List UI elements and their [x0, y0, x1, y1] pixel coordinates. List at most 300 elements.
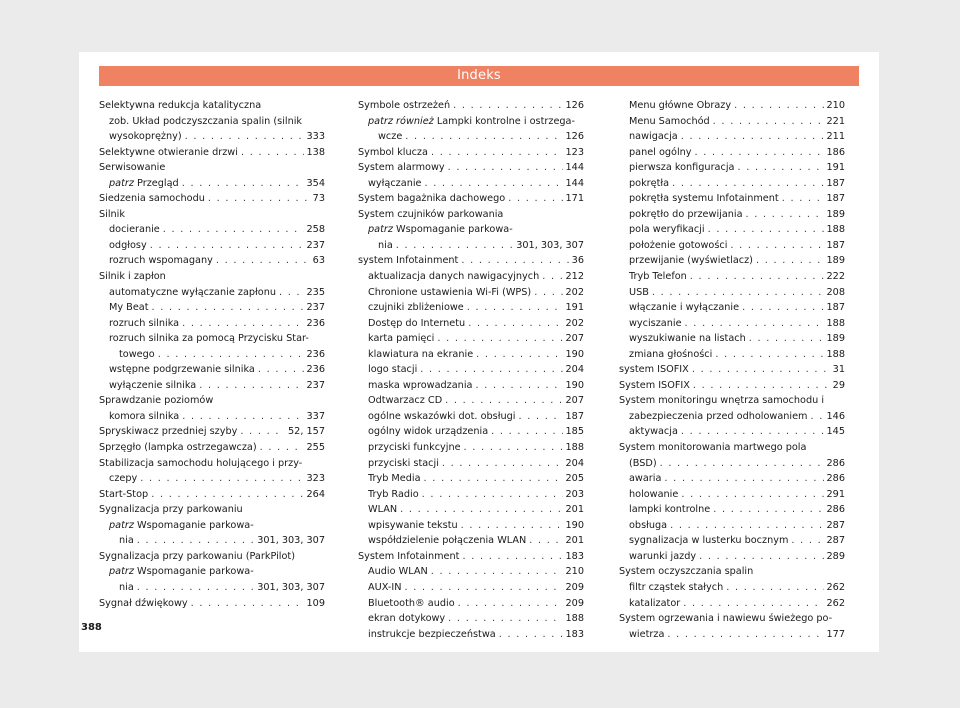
entry-page: 144 [565, 177, 584, 189]
index-entry [619, 160, 845, 176]
leader-dots [734, 98, 823, 114]
entry-page: 146 [826, 410, 845, 422]
leader-dots [681, 487, 823, 503]
index-entry [99, 424, 325, 440]
entry-text [368, 114, 575, 130]
entry-page: 187 [826, 193, 845, 205]
entry-text [99, 502, 243, 518]
leader-dots [708, 222, 824, 238]
entry-page: 286 [826, 457, 845, 469]
leader-dots [425, 176, 563, 192]
entry-page: 187 [826, 302, 845, 314]
leader-dots [508, 191, 562, 207]
index-entry [619, 316, 845, 332]
entry-page: 189 [826, 208, 845, 220]
index-entry [99, 160, 325, 176]
entry-text [368, 564, 428, 580]
entry-text [109, 316, 179, 332]
leader-dots [811, 409, 824, 425]
entry-page: 258 [306, 224, 325, 236]
index-entry [358, 300, 584, 316]
index-column-3 [619, 98, 845, 642]
entry-label: (BSD) [629, 457, 657, 469]
entry-page: 237 [306, 302, 325, 314]
entry-page: 287 [826, 535, 845, 547]
entry-text [629, 456, 657, 472]
entry-text [629, 518, 667, 534]
entry-text [368, 424, 488, 440]
entry-label: filtr cząstek stałych [629, 581, 724, 593]
entry-text [99, 160, 165, 176]
leader-dots [279, 285, 304, 301]
index-entry [358, 362, 584, 378]
entry-page: 188 [565, 613, 584, 625]
leader-dots [683, 596, 823, 612]
leader-dots [652, 285, 824, 301]
entry-label: nia [119, 581, 134, 593]
index-entry [619, 424, 845, 440]
entry-text [368, 222, 513, 238]
entry-label: aktualizacja danych nawigacyjnych [368, 271, 540, 283]
entry-page: 212 [565, 271, 584, 283]
entry-page: 323 [306, 473, 325, 485]
leader-dots [442, 456, 563, 472]
entry-text [358, 145, 428, 161]
entry-label: zabezpieczenia przed odholowaniem [629, 410, 808, 422]
index-entry [99, 564, 325, 595]
entry-label: towego [119, 348, 155, 360]
index-entry [99, 393, 325, 409]
entry-label: Przegląd [137, 177, 179, 189]
index-entry [358, 176, 584, 192]
entry-page: 189 [826, 333, 845, 345]
leader-dots [699, 549, 823, 565]
entry-text [629, 222, 705, 238]
entry-label: Tryb Telefon [629, 271, 687, 283]
entry-text [109, 222, 160, 238]
entry-text [629, 549, 696, 565]
index-entry [99, 176, 325, 192]
entry-text [619, 611, 832, 627]
leader-dots [404, 580, 562, 596]
leader-dots [681, 129, 824, 145]
index-entry [358, 518, 584, 534]
entry-page: 188 [826, 348, 845, 360]
entry-page: 301, 303, 307 [516, 239, 584, 251]
entry-text [629, 596, 680, 612]
entry-text [99, 269, 166, 285]
entry-page: 123 [565, 146, 584, 158]
entry-text [629, 114, 710, 130]
entry-page: 171 [565, 193, 584, 205]
entry-text [629, 207, 743, 223]
entry-label: wyłączanie [368, 177, 422, 189]
entry-text [358, 207, 503, 223]
entry-page: 287 [826, 519, 845, 531]
leader-dots [241, 145, 304, 161]
index-entry [358, 393, 584, 409]
entry-page: 186 [826, 146, 845, 158]
entry-label: Sygnalizacja przy parkowaniu [99, 504, 243, 516]
entry-label: wyciszanie [629, 317, 682, 329]
entry-page: 191 [565, 302, 584, 314]
leader-dots [713, 114, 824, 130]
leader-dots [400, 502, 562, 518]
entry-label: Tryb Radio [368, 488, 419, 500]
index-entry [99, 596, 325, 612]
entry-label: klawiatura na ekranie [368, 348, 474, 360]
entry-label: pola weryfikacji [629, 224, 705, 236]
entry-page: 221 [826, 115, 845, 127]
index-entry [619, 269, 845, 285]
entry-page: 202 [565, 317, 584, 329]
entry-label: nawigacja [629, 131, 678, 143]
entry-label: Selektywne otwieranie drzwi [99, 146, 238, 158]
leader-dots [695, 145, 824, 161]
index-entry [619, 471, 845, 487]
entry-label: wpisywanie tekstu [368, 519, 458, 531]
entry-text [109, 378, 196, 394]
entry-label: system ISOFIX [619, 364, 689, 376]
leader-dots [749, 331, 824, 347]
entry-text [99, 549, 295, 565]
entry-page: 187 [826, 239, 845, 251]
entry-text [99, 456, 302, 472]
index-entry [358, 285, 584, 301]
entry-label: Sprzęgło (lampka ostrzegawcza) [99, 442, 257, 454]
index-entry [99, 331, 325, 362]
leader-dots [461, 253, 568, 269]
leader-dots [137, 533, 254, 549]
leader-dots [672, 176, 823, 192]
entry-page: 210 [826, 100, 845, 111]
leader-dots [163, 222, 304, 238]
entry-text [619, 378, 690, 394]
entry-text [629, 331, 746, 347]
leader-dots [137, 580, 254, 596]
entry-page: 29 [832, 379, 845, 391]
entry-page: 190 [565, 379, 584, 391]
leader-dots [182, 409, 303, 425]
entry-page: 185 [565, 426, 584, 438]
entry-text [368, 269, 539, 285]
leader-dots [185, 129, 304, 145]
entry-page: 301, 303, 307 [257, 581, 325, 593]
entry-text [119, 347, 155, 363]
entry-page: 188 [826, 317, 845, 329]
entry-label: Selektywna redukcja katalityczna [99, 100, 262, 111]
index-entry [619, 580, 845, 596]
index-entry [358, 440, 584, 456]
entry-label: WLAN [368, 504, 398, 516]
index-entry [358, 564, 584, 580]
index-entry [99, 362, 325, 378]
entry-text [378, 238, 393, 254]
entry-page: 262 [826, 597, 845, 609]
index-entry [619, 238, 845, 254]
leader-dots [216, 253, 310, 269]
entry-page: 189 [826, 255, 845, 267]
leader-dots [140, 471, 303, 487]
leader-dots [667, 627, 823, 643]
leader-dots [158, 347, 304, 363]
entry-page: 109 [306, 597, 325, 609]
index-entry [99, 378, 325, 394]
entry-page: 31 [832, 364, 845, 376]
entry-label: pierwsza konfiguracja [629, 162, 735, 174]
index-entry [619, 191, 845, 207]
leader-dots [420, 362, 562, 378]
entry-page: 188 [826, 224, 845, 236]
leader-dots [422, 487, 563, 503]
entry-label: System Infotainment [358, 550, 460, 562]
leader-dots [151, 487, 303, 503]
index-entry [619, 331, 845, 347]
entry-page: 208 [826, 286, 845, 298]
entry-page: 203 [565, 488, 584, 500]
leader-dots [660, 456, 824, 472]
entry-page: 286 [826, 504, 845, 516]
index-entry [99, 316, 325, 332]
index-entry [619, 502, 845, 518]
index-entry [99, 549, 325, 565]
entry-label: Stabilizacja samochodu holującego i przy- [99, 457, 303, 469]
entry-label: instrukcje bezpieczeństwa [368, 628, 496, 640]
entry-text [109, 129, 182, 145]
entry-label: rozruch silnika [109, 317, 180, 329]
entry-label: ogólny widok urządzenia [368, 426, 489, 438]
leader-dots [431, 564, 563, 580]
entry-text [358, 253, 458, 269]
entry-label: awaria [629, 473, 662, 485]
entry-text [99, 145, 238, 161]
entry-text [109, 114, 302, 130]
index-entry [358, 533, 584, 549]
index-entry [619, 145, 845, 161]
entry-label: wcze [378, 131, 403, 143]
entry-label: System monitoringu wnętrza samochodu i [619, 395, 825, 407]
entry-label: System alarmowy [358, 162, 445, 174]
entry-page: 236 [306, 317, 325, 329]
entry-label: system Infotainment [358, 255, 459, 267]
entry-text [629, 502, 710, 518]
entry-label: logo stacji [368, 364, 418, 376]
entry-text [368, 456, 439, 472]
leader-dots [437, 331, 562, 347]
index-entry [358, 456, 584, 472]
index-entry [358, 145, 584, 161]
entry-label: wstępne podgrzewanie silnika [109, 364, 255, 376]
entry-page: 201 [565, 504, 584, 516]
entry-page: 222 [826, 271, 845, 283]
entry-page: 126 [565, 100, 584, 111]
entry-text [629, 627, 664, 643]
entry-label: My Beat [109, 302, 149, 314]
entry-page: 187 [565, 410, 584, 422]
leader-dots [468, 316, 562, 332]
entry-page: 354 [306, 177, 325, 189]
index-column-1 [99, 98, 325, 611]
index-entry [99, 456, 325, 487]
index-entry [619, 596, 845, 612]
entry-page: 333 [306, 131, 325, 143]
entry-page: 289 [826, 550, 845, 562]
entry-text [368, 440, 461, 456]
index-entry [99, 518, 325, 549]
entry-label: zmiana głośności [629, 348, 713, 360]
entry-text [109, 564, 254, 580]
entry-label: warunki jazdy [629, 550, 697, 562]
entry-label: przyciski funkcyjne [368, 442, 461, 454]
index-entry [358, 114, 584, 145]
entry-text [619, 393, 824, 409]
entry-text [368, 393, 442, 409]
index-entry [358, 98, 584, 114]
entry-label: Wspomaganie parkowa- [137, 566, 254, 578]
entry-label: System ogrzewania i nawiewu świeżego po- [619, 613, 833, 625]
entry-page: 209 [565, 581, 584, 593]
entry-text [629, 160, 734, 176]
entry-label: obsługa [629, 519, 668, 531]
index-entry [99, 191, 325, 207]
entry-text [99, 487, 148, 503]
index-entry [358, 207, 584, 223]
index-page [79, 52, 879, 652]
entry-text [368, 518, 458, 534]
entry-label: Odtwarzacz CD [368, 395, 443, 407]
leader-dots [529, 533, 562, 549]
entry-text [109, 238, 147, 254]
index-entry [619, 549, 845, 565]
index-entry [619, 440, 845, 471]
entry-text [358, 191, 505, 207]
index-entry [358, 378, 584, 394]
index-banner: Indeks [99, 66, 859, 86]
entry-text [368, 316, 465, 332]
index-entry [619, 285, 845, 301]
leader-dots [491, 424, 562, 440]
entry-label: przewijanie (wyświetlacz) [629, 255, 753, 267]
leader-dots [448, 611, 562, 627]
leader-dots [199, 378, 303, 394]
entry-text [99, 424, 237, 440]
leader-dots [715, 347, 823, 363]
leader-dots [726, 580, 823, 596]
entry-label: zob. Układ podczyszczania spalin (silnik [109, 115, 303, 127]
entry-page: 207 [565, 395, 584, 407]
entry-page: 190 [565, 519, 584, 531]
index-entry [99, 207, 325, 223]
leader-dots [453, 98, 562, 114]
index-entry [99, 145, 325, 161]
leader-dots [737, 160, 823, 176]
entry-page: 236 [306, 364, 325, 376]
entry-label: pokrętła systemu Infotainment [629, 193, 779, 205]
entry-text [99, 207, 125, 223]
entry-label: System monitorowania martwego pola [619, 442, 807, 454]
entry-page: 210 [565, 566, 584, 578]
entry-text [109, 253, 213, 269]
entry-label: wysokoprężny) [109, 131, 182, 143]
entry-label: Start-Stop [99, 488, 149, 500]
entry-label: Wspomaganie parkowa- [396, 224, 513, 236]
entry-page: 205 [565, 473, 584, 485]
index-entry [619, 362, 845, 378]
index-entry [99, 285, 325, 301]
entry-page: 145 [826, 426, 845, 438]
entry-text [619, 440, 806, 456]
entry-page: 144 [565, 162, 584, 174]
index-entry [619, 487, 845, 503]
entry-text [109, 362, 255, 378]
entry-text [358, 549, 459, 565]
leader-dots [445, 393, 562, 409]
index-entry [358, 316, 584, 332]
entry-label: Siedzenia samochodu [99, 193, 205, 205]
leader-dots [260, 440, 304, 456]
entry-text [368, 533, 526, 549]
entry-label: lampki kontrolne [629, 504, 711, 516]
index-entry [619, 207, 845, 223]
entry-page: 177 [826, 628, 845, 640]
entry-label: Bluetooth® audio [368, 597, 455, 609]
entry-label: rozruch wspomagany [109, 255, 213, 267]
entry-prefix: patrz [109, 566, 134, 578]
leader-dots [782, 191, 824, 207]
entry-page: 190 [565, 348, 584, 360]
entry-text [629, 191, 779, 207]
entry-label: Tryb Media [368, 473, 421, 485]
leader-dots [461, 518, 563, 534]
index-entry [619, 300, 845, 316]
index-column-2 [358, 98, 584, 642]
leader-dots [467, 300, 563, 316]
entry-text [358, 98, 450, 114]
index-entry [99, 98, 325, 145]
entry-text [109, 518, 254, 534]
leader-dots [448, 160, 563, 176]
index-entry [619, 393, 845, 424]
entry-label: Audio WLAN [368, 566, 428, 578]
entry-page: 202 [565, 286, 584, 298]
index-entry [619, 129, 845, 145]
entry-text [368, 596, 455, 612]
index-entry [358, 471, 584, 487]
entry-label: współdzielenie połączenia WLAN [368, 535, 527, 547]
entry-label: wyszukiwanie na listach [629, 333, 746, 345]
entry-text [629, 424, 678, 440]
entry-prefix: patrz [368, 224, 393, 236]
entry-label: Chronione ustawienia Wi-Fi (WPS) [368, 286, 532, 298]
index-entry [99, 487, 325, 503]
entry-page: 207 [565, 333, 584, 345]
index-entry [358, 611, 584, 627]
entry-text [368, 409, 515, 425]
entry-text [368, 471, 421, 487]
entry-text [368, 487, 419, 503]
entry-text [629, 98, 731, 114]
entry-label: Sygnał dźwiękowy [99, 597, 188, 609]
entry-label: Dostęp do Internetu [368, 317, 466, 329]
entry-page: 187 [826, 177, 845, 189]
entry-page: 301, 303, 307 [257, 535, 325, 547]
index-entry [619, 253, 845, 269]
entry-page: 204 [565, 457, 584, 469]
entry-text [109, 331, 309, 347]
entry-page: 262 [826, 581, 845, 593]
index-entry [619, 222, 845, 238]
entry-text [629, 409, 808, 425]
